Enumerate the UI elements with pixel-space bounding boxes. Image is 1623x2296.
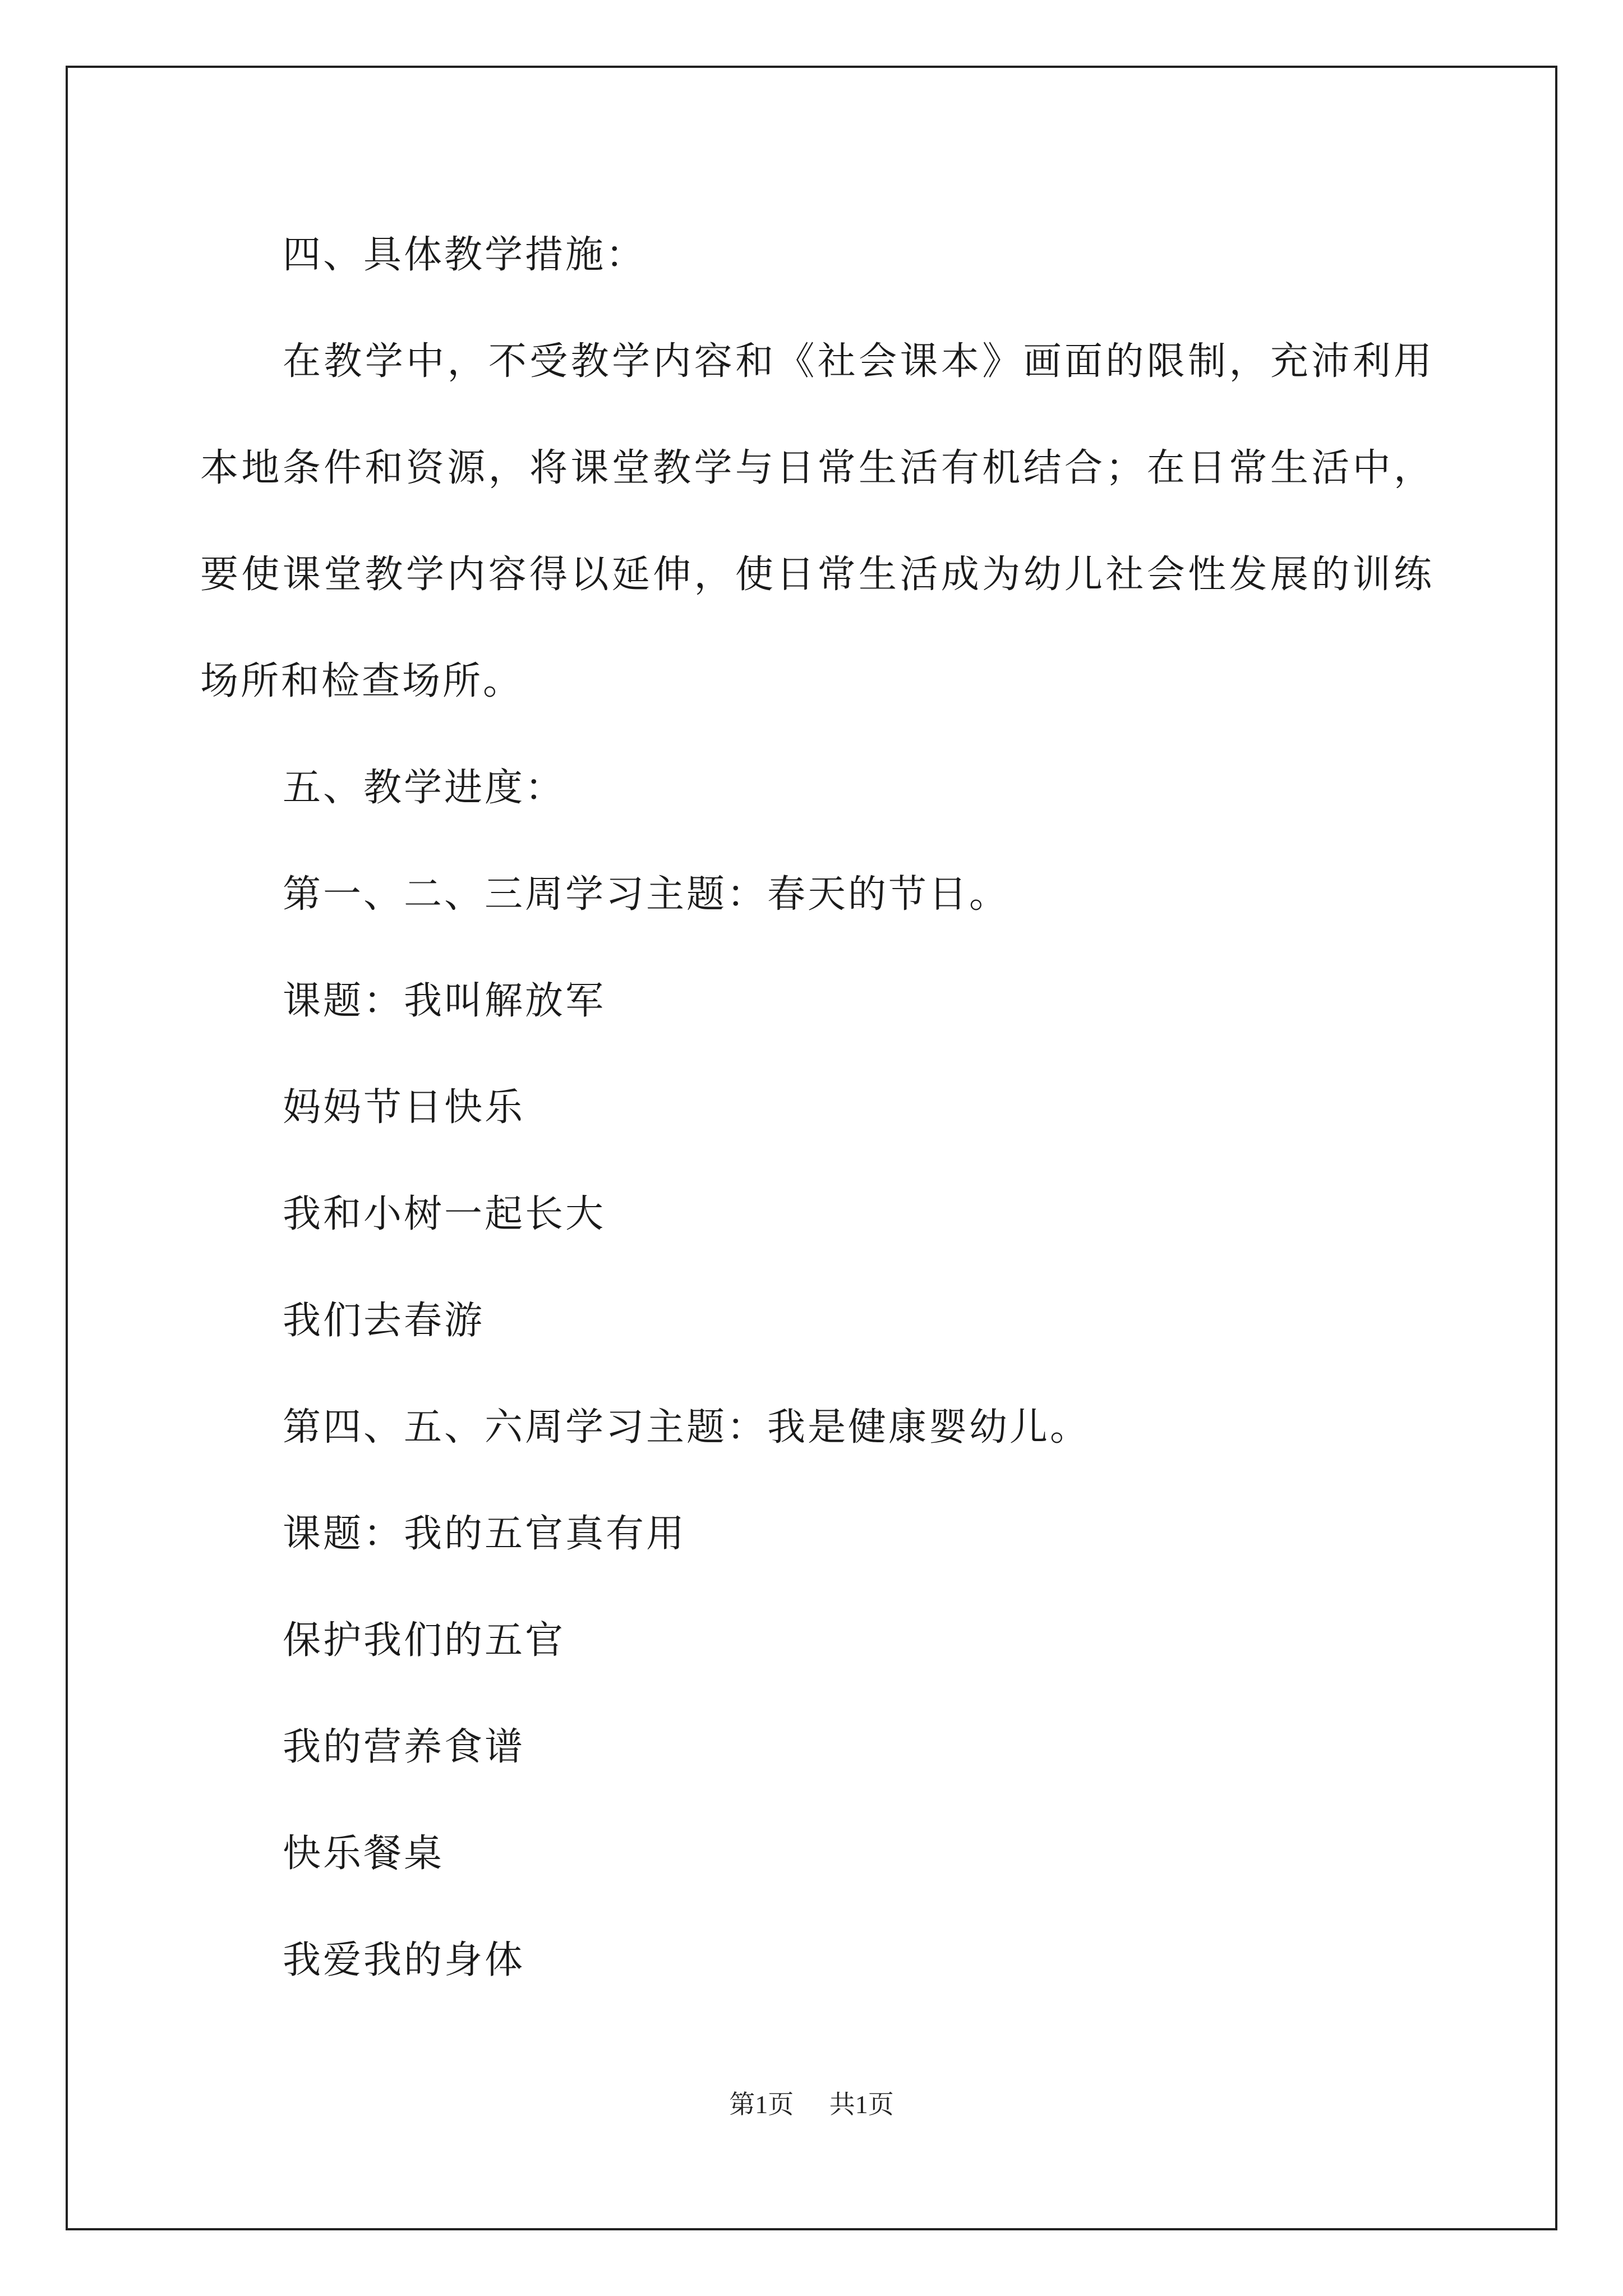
topic-item: 我和小树一起长大 <box>283 1192 606 1236</box>
section-heading-progress: 五、教学进度： <box>283 766 566 810</box>
topic-item: 我们去春游 <box>283 1299 485 1343</box>
page-footer <box>0 2084 1623 2121</box>
theme-line-2: 第四、五、六周学习主题：我是健康婴幼儿。 <box>283 1405 1091 1450</box>
topic-line: 课题：我叫解放军 <box>283 979 606 1023</box>
section-heading-measures: 四、具体教学措施： <box>283 233 647 277</box>
topic-item: 我爱我的身体 <box>283 1938 525 1982</box>
measures-paragraph: 在教学中，不受教学内容和《社会课本》画面的限制，充沛利用本地条件和资源，将课堂教学与日常生活有机结合；在日常生活中，要使课堂教学内容得以延伸，使日常生活成为幼儿社会性发展的训练场所和检查场所。 <box>200 339 1434 703</box>
document-body <box>200 202 1434 2014</box>
topic-line: 课题：我的五官真有用 <box>283 1512 687 1556</box>
topic-item: 妈妈节日快乐 <box>283 1085 525 1130</box>
theme-line-1: 第一、二、三周学习主题：春天的节日。 <box>283 872 1010 917</box>
topic-item: 我的营养食谱 <box>283 1725 525 1769</box>
page-number: 第1页 <box>729 2090 794 2119</box>
topic-item: 保护我们的五官 <box>283 1618 566 1663</box>
page-total: 共1页 <box>829 2090 894 2119</box>
topic-item: 快乐餐桌 <box>283 1832 445 1876</box>
